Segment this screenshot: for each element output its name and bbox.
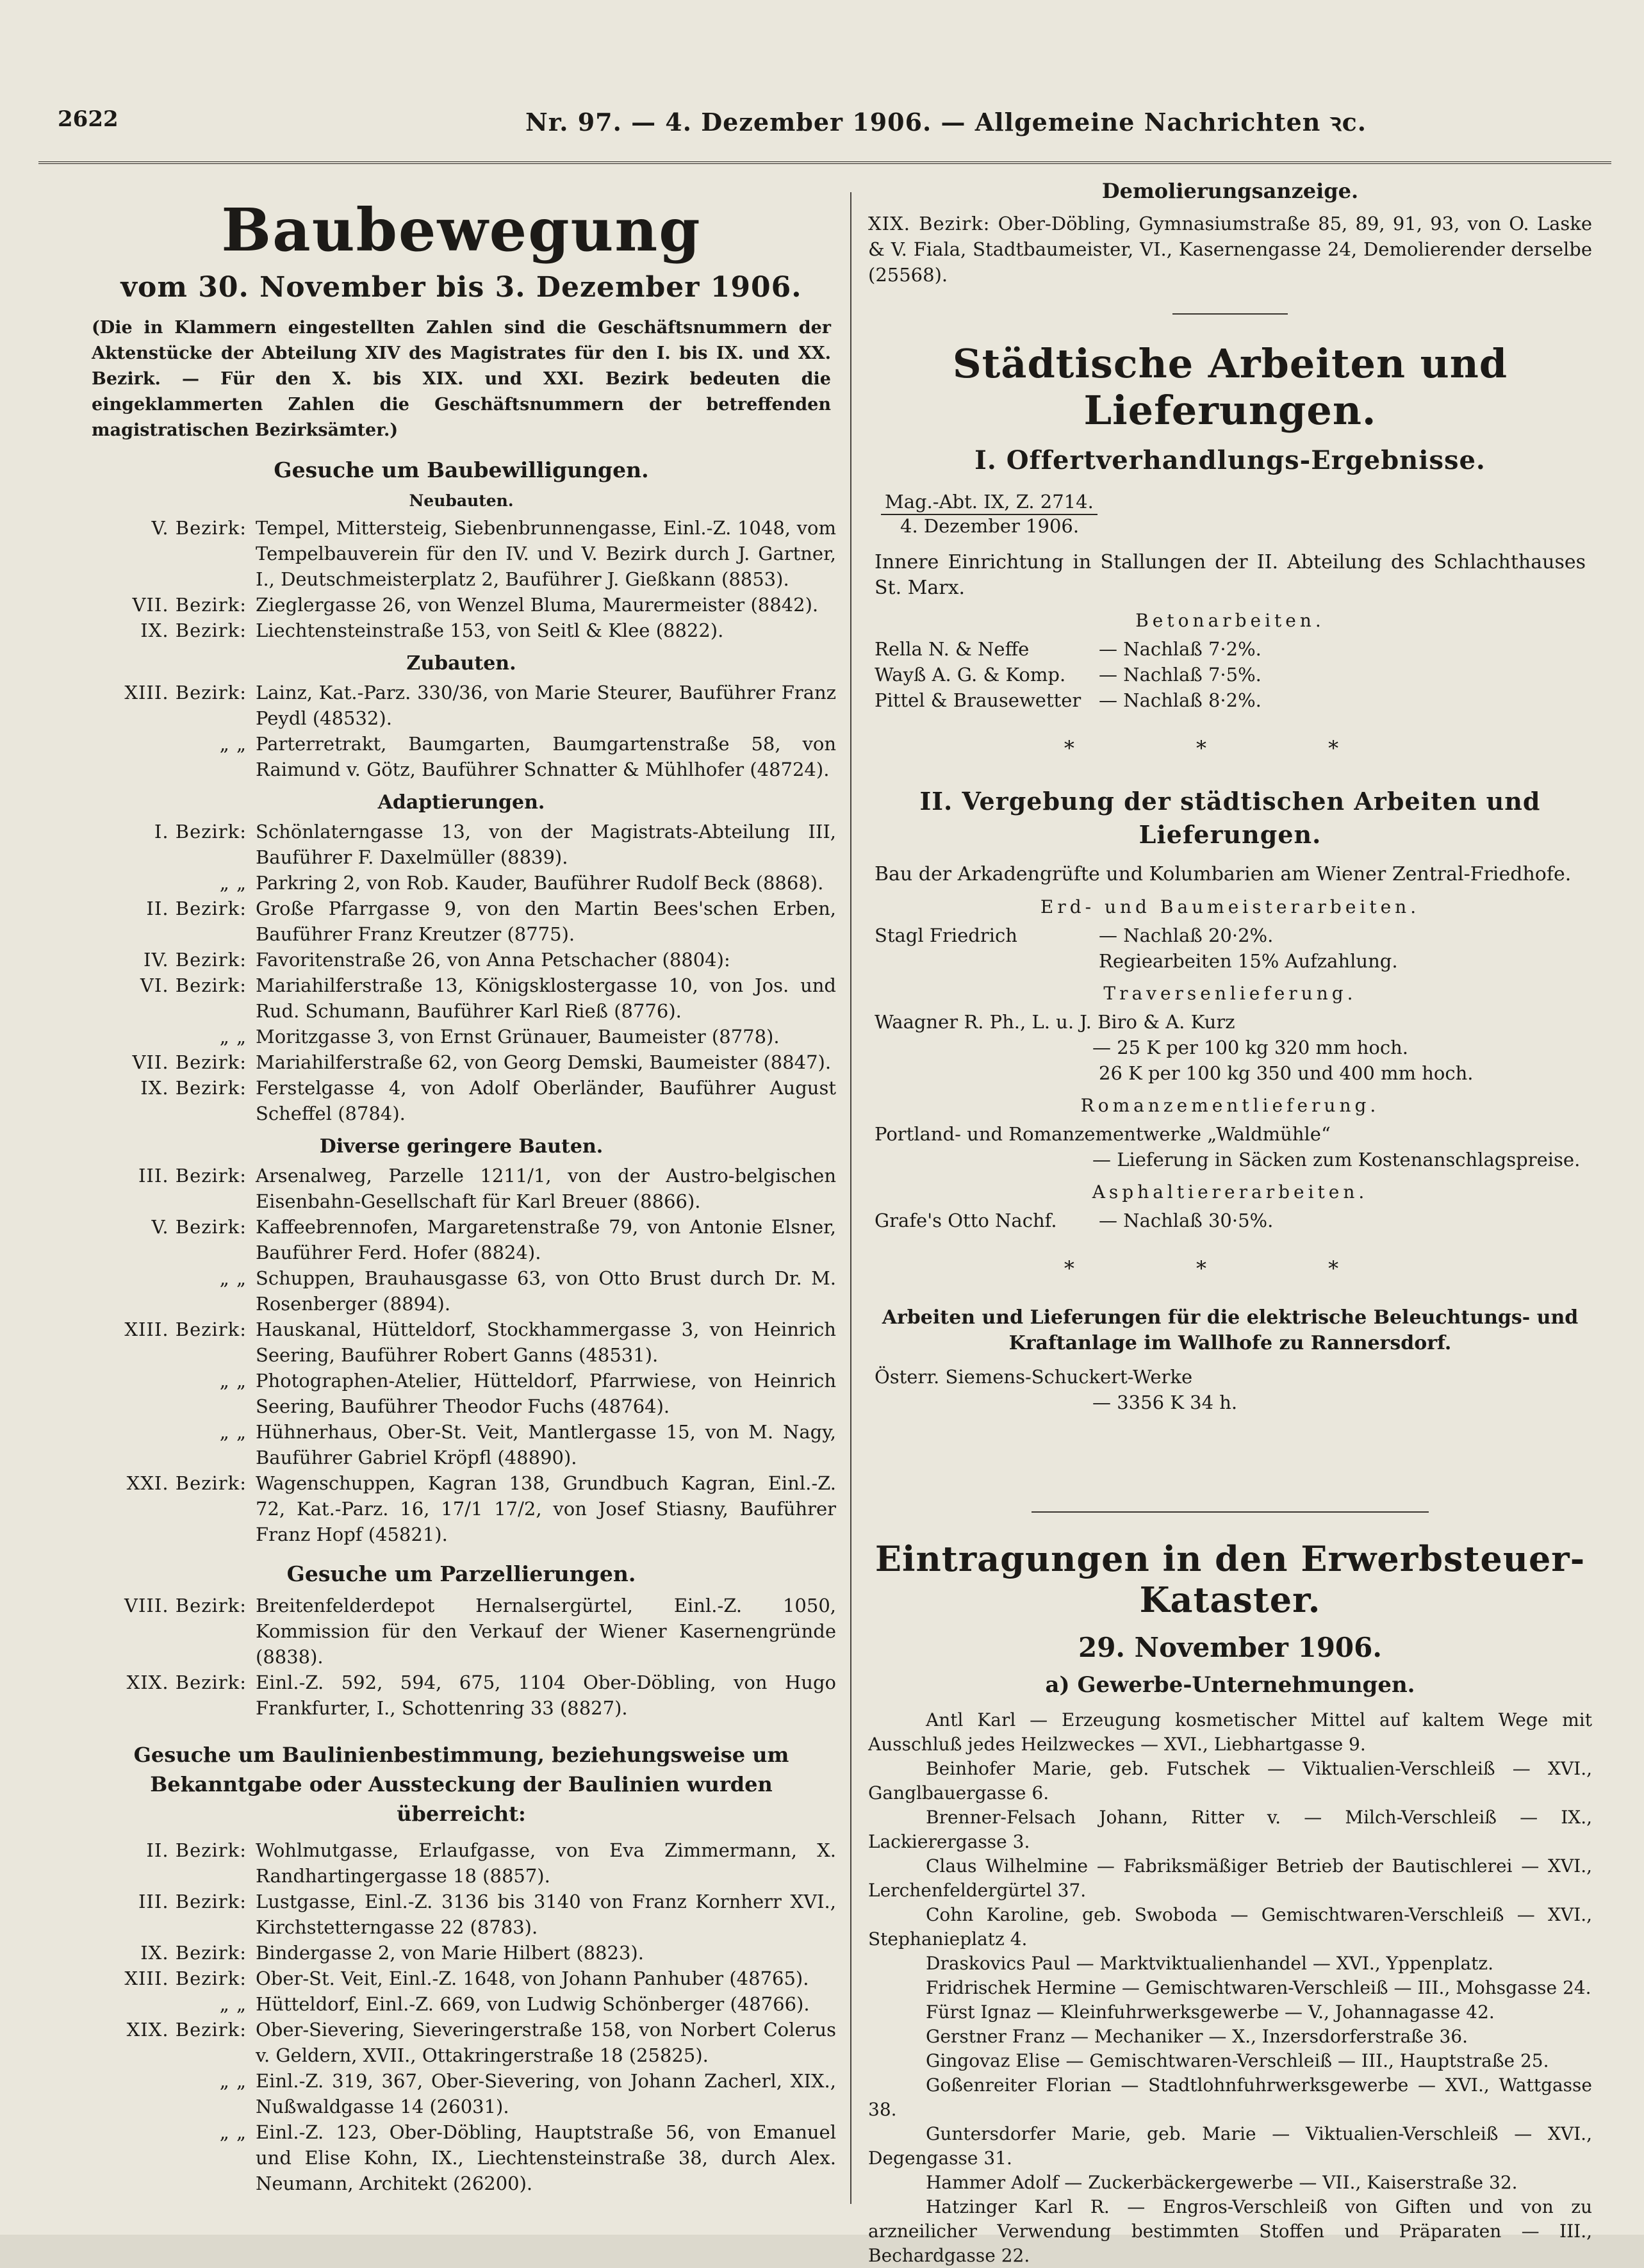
page-header xyxy=(38,96,1602,147)
list-kataster xyxy=(868,1708,1592,2268)
district-label: XIII. Bezirk: xyxy=(124,1968,247,1989)
section-parzellierungen: Gesuche um Parzellierungen. xyxy=(286,1561,636,1586)
kataster-entry: Claus Wilhelmine — Fabriksmäßiger Betrieb der Bautischlerei — XVI., Lerchenfeldergürtel 37. xyxy=(868,1855,1592,1901)
list-item xyxy=(86,1889,836,1940)
bid-value: — 25 K per 100 kg 320 mm hoch. xyxy=(1092,1037,1409,1058)
list-item xyxy=(86,870,836,896)
district-label: IX. Bezirk: xyxy=(140,1942,247,1964)
entry-text: Kaffeebrennofen, Margaretenstraße 79, von Antonie Elsner, Bauführer Ferd. Hofer (8824). xyxy=(256,1216,836,1263)
bidder-name-row xyxy=(875,1121,1592,1147)
list-item xyxy=(86,973,836,1024)
district-label: V. Bezirk: xyxy=(151,517,247,539)
kataster-entry: Gingovaz Elise — Gemischtwaren-Verschleiß — III., Hauptstraße 25. xyxy=(926,2050,1549,2071)
bidder-name: Grafe's Otto Nachf. xyxy=(875,1210,1057,1231)
kataster-entry: Cohn Karoline, geb. Swoboda — Gemischtwaren-Verschleiß — XVI., Stephanieplatz 4. xyxy=(868,1904,1592,1950)
entry-text: Ferstelgasse 4, von Adolf Oberländer, Bauführer August Scheffel (8784). xyxy=(256,1077,836,1124)
list-item xyxy=(86,1075,836,1126)
section-baulinien: Gesuche um Baulinienbestimmung, beziehungsweise um Bekanntgabe oder Aussteckung der Baulinien wurden überreicht: xyxy=(133,1743,789,1826)
intro-note: (Die in Klammern eingestellten Zahlen sind die Geschäftsnummern der Aktenstücke der Abteilung XIV des Magistrates für den I. bis IX. und XX. Bezirk. — Für den X. bis XIX. und XXI. Bezirk bedeuten die eingeklammerten Zahlen die Geschäftsnummern der betreffenden magistratischen Bezirksämter.) xyxy=(92,318,831,440)
bid-value: — Lieferung in Säcken zum Kostenanschlagspreise. xyxy=(1092,1149,1581,1171)
entry-text: Bindergasse 2, von Marie Hilbert (8823). xyxy=(256,1942,644,1964)
list-item xyxy=(86,2119,836,2196)
subsection-zubauten: Zubauten. xyxy=(406,652,516,675)
kataster-title: Eintragungen in den Erwerbsteuer-Kataster. xyxy=(875,1538,1586,1620)
bid-value-extra: 26 K per 100 kg 350 und 400 mm hoch. xyxy=(1099,1062,1474,1084)
list-item xyxy=(86,1837,836,1889)
column-divider xyxy=(850,192,851,2204)
entry-text: Schönlaterngasse 13, von der Magistrats-Abteilung III, Bauführer F. Daxelmüller (8839). xyxy=(256,821,836,868)
bidder-name: Pittel & Brausewetter xyxy=(875,689,1081,711)
district-label: „ „ xyxy=(219,733,247,755)
baubewegung-title: Baubewegung xyxy=(221,195,702,265)
right-column xyxy=(868,176,1592,2268)
bidder-name: Österr. Siemens-Schuckert-Werke xyxy=(875,1366,1193,1388)
vergebung-title: II. Vergebung der städtischen Arbeiten und Lieferungen. xyxy=(919,787,1541,849)
bidder-name: Portland- und Romanzementwerke „Waldmühle“ xyxy=(875,1123,1331,1145)
list-neubauten xyxy=(86,515,836,643)
bid-value: — 3356 K 34 h. xyxy=(1092,1392,1238,1413)
list-item xyxy=(86,1991,836,2017)
kataster-entry: Antl Karl — Erzeugung kosmetischer Mittel auf kaltem Wege mit Ausschluß jedes Heilzweckes — XVI., Liebhartgasse 9. xyxy=(868,1709,1592,1755)
offert-title: I. Offertverhandlungs-Ergebnisse. xyxy=(974,445,1486,475)
district-label: XIX. Bezirk: xyxy=(126,1672,247,1693)
entry-text: Ober-Sievering, Sieveringerstraße 158, von Norbert Colerus v. Geldern, XVII., Ottakringerstraße 18 (25825). xyxy=(256,2019,836,2066)
list-item xyxy=(86,896,836,947)
entry-text: Einl.-Z. 592, 594, 675, 1104 Ober-Döbling, von Hugo Frankfurter, I., Schottenring 33 (8827). xyxy=(256,1672,836,1719)
divider xyxy=(1172,313,1288,315)
kataster-subtitle: a) Gewerbe-Unternehmungen. xyxy=(1045,1672,1415,1698)
bid-value: — Nachlaß 20·2%. xyxy=(1099,924,1274,946)
entry-text: Wohlmutgasse, Erlaufgasse, von Eva Zimmermann, X. Randhartingergasse 18 (8857). xyxy=(256,1839,836,1887)
district-label: XIII. Bezirk: xyxy=(124,1319,247,1340)
list-item xyxy=(86,731,836,782)
district-label: VIII. Bezirk: xyxy=(124,1595,247,1616)
list-item xyxy=(86,2017,836,2068)
entry-text: Liechtensteinstraße 153, von Seitl & Klee (8822). xyxy=(256,620,724,641)
list-parzellierungen xyxy=(86,1593,836,1721)
list-item xyxy=(86,1317,836,1368)
district-label: „ „ xyxy=(219,1267,247,1289)
baubewegung-date: vom 30. November bis 3. Dezember 1906. xyxy=(120,271,802,304)
district-label: IV. Bezirk: xyxy=(144,949,247,971)
entry-text: Schuppen, Brauhausgasse 63, von Otto Brust durch Dr. M. Rosenberger (8894). xyxy=(256,1267,836,1315)
kataster-entry: Draskovics Paul — Marktviktualienhandel — XVI., Yppenplatz. xyxy=(926,1953,1494,1974)
kataster-entry: Hatzinger Karl R. — Engros-Verschleiß von Giften und von zu arzneilicher Verwendung bestimmten Stoffen und Präparaten — III., Bechardgasse 22. xyxy=(868,2196,1592,2266)
vergebung-description: Bau der Arkadengrüfte und Kolumbarien am Wiener Zentral-Friedhofe. xyxy=(875,863,1572,885)
bid-value-extra: Regiearbeiten 15% Aufzahlung. xyxy=(1099,950,1398,972)
entry-text: Tempel, Mittersteig, Siebenbrunnengasse, Einl.-Z. 1048, vom Tempelbauverein für den IV. und V. Bezirk durch J. Gartner, I., Deutschmeisterplatz 2, Bauführer J. Gießkann (8853). xyxy=(256,517,836,590)
demolierung-text: Ober-Döbling, Gymnasiumstraße 85, 89, 91, 93, von O. Laske & V. Fiala, Stadtbaumeister, VI., Kasernengasse 24, Demolierender derselbe (25568). xyxy=(868,213,1592,286)
kataster-date: 29. November 1906. xyxy=(1078,1632,1383,1663)
bid-value: — Nachlaß 8·2%. xyxy=(1099,689,1262,711)
kataster-entry: Beinhofer Marie, geb. Futschek — Viktualien-Verschleiß — XVI., Ganglbauergasse 6. xyxy=(868,1758,1592,1804)
entry-text: Wagenschuppen, Kagran 138, Grundbuch Kagran, Einl.-Z. 72, Kat.-Parz. 16, 17/1 17/2, von Josef Stiasny, Bauführer Franz Hopf (45821). xyxy=(256,1472,836,1545)
district-label: XIX. Bezirk: xyxy=(126,2019,247,2041)
demolierung-district: XIX. Bezirk: xyxy=(868,213,991,234)
district-label: IX. Bezirk: xyxy=(140,620,247,641)
bid-row xyxy=(875,687,1592,713)
entry-text: Photographen-Atelier, Hütteldorf, Pfarrwiese, von Heinrich Seering, Bauführer Theodor Fuchs (48764). xyxy=(256,1370,836,1417)
list-item xyxy=(86,819,836,870)
entry-text: Ober-St. Veit, Einl.-Z. 1648, von Johann Panhuber (48765). xyxy=(256,1968,809,1989)
district-label: „ „ xyxy=(219,872,247,894)
entry-text: Mariahilferstraße 62, von Georg Demski, Baumeister (8847). xyxy=(256,1051,832,1073)
list-item xyxy=(86,680,836,731)
bid-value: — Nachlaß 30·5%. xyxy=(1099,1210,1274,1231)
entry-text: Breitenfelderdepot Hernalsergürtel, Einl.-Z. 1050, Kommission für den Verkauf der Wiener Kasernengründe (8838). xyxy=(256,1595,836,1668)
list-item xyxy=(86,1163,836,1214)
entry-text: Moritzgasse 3, von Ernst Grünauer, Baumeister (8778). xyxy=(256,1026,780,1048)
district-label: „ „ xyxy=(219,1993,247,2015)
list-item xyxy=(86,1966,836,1991)
demolierung-entry xyxy=(868,211,1592,288)
kataster-entry: Goßenreiter Florian — Stadtlohnfuhrwerksgewerbe — XVI., Wattgasse 38. xyxy=(868,2075,1592,2120)
subsection-diverse: Diverse geringere Bauten. xyxy=(319,1135,604,1158)
subsection-neubauten: Neubauten. xyxy=(409,491,514,510)
list-adaptierungen xyxy=(86,819,836,1126)
elektrisch-description: Arbeiten und Lieferungen für die elektrische Beleuchtungs- und Kraftanlage im Wallhofe zu Rannersdorf. xyxy=(882,1306,1579,1354)
district-label: XIII. Bezirk: xyxy=(124,682,247,703)
heading-traversen: Traversenlieferung. xyxy=(1103,983,1357,1004)
bid-row xyxy=(875,636,1592,662)
page-number: 2622 xyxy=(58,106,119,132)
district-label: V. Bezirk: xyxy=(151,1216,247,1238)
list-item xyxy=(86,1470,836,1547)
list-item xyxy=(86,1265,836,1317)
separator-stars: * * * xyxy=(1064,1256,1397,1281)
offert-date: 4. Dezember 1906. xyxy=(900,515,1080,537)
separator-stars: * * * xyxy=(1064,736,1397,760)
list-item xyxy=(86,1049,836,1075)
district-label: „ „ xyxy=(219,2121,247,2143)
list-item xyxy=(86,1419,836,1470)
district-label: II. Bezirk: xyxy=(146,1839,247,1861)
list-item xyxy=(86,515,836,592)
district-label: „ „ xyxy=(219,2070,247,2092)
offert-description: Innere Einrichtung in Stallungen der II. Abteilung des Schlachthauses St. Marx. xyxy=(875,551,1586,599)
district-label: XXI. Bezirk: xyxy=(126,1472,247,1494)
entry-text: Lainz, Kat.-Parz. 330/36, von Marie Steurer, Bauführer Franz Peydl (48532). xyxy=(256,682,836,729)
arbeiten-title: Städtische Arbeiten und Lieferungen. xyxy=(952,340,1508,434)
bid-value: — Nachlaß 7·2%. xyxy=(1099,638,1262,660)
kataster-entry: Fridrischek Hermine — Gemischtwaren-Verschleiß — III., Mohsgasse 24. xyxy=(926,1977,1591,1998)
entry-text: Favoritenstraße 26, von Anna Petschacher (8804): xyxy=(256,949,730,971)
entry-text: Mariahilferstraße 13, Königsklostergasse 10, von Jos. und Rud. Schumann, Bauführer Karl Rieß (8776). xyxy=(256,974,836,1022)
district-label: VI. Bezirk: xyxy=(140,974,247,996)
list-item xyxy=(86,1593,836,1670)
subsection-adaptierungen: Adaptierungen. xyxy=(377,791,545,814)
section-baubewilligungen: Gesuche um Baubewilligungen. xyxy=(274,457,649,482)
bid-row xyxy=(875,1208,1592,1233)
mag-reference: Mag.-Abt. IX, Z. 2714. xyxy=(881,491,1097,515)
list-diverse xyxy=(86,1163,836,1547)
header-rule xyxy=(38,161,1611,164)
bid-row xyxy=(875,662,1592,687)
entry-text: Parkring 2, von Rob. Kauder, Bauführer Rudolf Beck (8868). xyxy=(256,872,824,894)
bid-value: — Nachlaß 7·5%. xyxy=(1099,664,1262,686)
bidder-name-row xyxy=(875,1009,1592,1035)
heading-asphalt: Asphaltiererarbeiten. xyxy=(1092,1181,1369,1203)
list-item xyxy=(86,2068,836,2119)
bidder-name: Waagner R. Ph., L. u. J. Biro & A. Kurz xyxy=(875,1011,1235,1033)
district-label: IX. Bezirk: xyxy=(140,1077,247,1099)
entry-text: Große Pfarrgasse 9, von den Martin Bees'schen Erben, Bauführer Franz Kreutzer (8775). xyxy=(256,898,836,945)
district-label: I. Bezirk: xyxy=(154,821,247,842)
list-item xyxy=(86,592,836,618)
bidder-name: Stagl Friedrich xyxy=(875,924,1017,946)
running-title: Nr. 97. — 4. Dezember 1906. — Allgemeine Nachrichten ꝛc. xyxy=(525,108,1367,136)
district-label: „ „ xyxy=(219,1421,247,1443)
entry-text: Lustgasse, Einl.-Z. 3136 bis 3140 von Franz Kornherr XVI., Kirchstetterngasse 22 (8783). xyxy=(256,1891,836,1938)
entry-text: Hütteldorf, Einl.-Z. 669, von Ludwig Schönberger (48766). xyxy=(256,1993,810,2015)
list-item xyxy=(86,1214,836,1265)
list-item xyxy=(86,618,836,643)
list-item xyxy=(86,1024,836,1049)
entry-text: Parterretrakt, Baumgarten, Baumgartenstraße 58, von Raimund v. Götz, Bauführer Schnatter & Mühlhofer (48724). xyxy=(256,733,836,780)
kataster-entry: Brenner-Felsach Johann, Ritter v. — Milch-Verschleiß — IX., Lackierergasse 3. xyxy=(868,1807,1592,1852)
kataster-entry: Guntersdorfer Marie, geb. Marie — Viktualien-Verschleiß — XVI., Degengasse 31. xyxy=(868,2123,1592,2169)
demolierung-title: Demolierungsanzeige. xyxy=(1101,179,1359,203)
kataster-entry: Hammer Adolf — Zuckerbäckergewerbe — VII., Kaiserstraße 32. xyxy=(926,2172,1518,2193)
list-item xyxy=(86,1670,836,1721)
bidder-name-row xyxy=(875,1364,1592,1390)
entry-text: Einl.-Z. 123, Ober-Döbling, Hauptstraße 56, von Emanuel und Elise Kohn, IX., Liechtensteinstraße 38, durch Alex. Neumann, Architekt (26200). xyxy=(256,2121,836,2194)
district-label: II. Bezirk: xyxy=(146,898,247,919)
left-column xyxy=(86,176,836,2196)
heading-betonarbeiten: Betonarbeiten. xyxy=(1135,610,1325,631)
entry-text: Arsenalweg, Parzelle 1211/1, von der Austro-belgischen Eisenbahn-Gesellschaft für Karl Breuer (8866). xyxy=(256,1165,836,1212)
entry-text: Hühnerhaus, Ober-St. Veit, Mantlergasse 15, von M. Nagy, Bauführer Gabriel Kröpfl (48890). xyxy=(256,1421,836,1468)
list-zubauten xyxy=(86,680,836,782)
bid-row xyxy=(875,923,1592,948)
bidder-name: Rella N. & Neffe xyxy=(875,638,1030,660)
kataster-entry: Gerstner Franz — Mechaniker — X., Inzersdorferstraße 36. xyxy=(926,2026,1468,2047)
district-label: „ „ xyxy=(219,1370,247,1392)
entry-text: Einl.-Z. 319, 367, Ober-Sievering, von Johann Zacherl, XIX., Nußwaldgasse 14 (26031). xyxy=(256,2070,836,2117)
entry-text: Hauskanal, Hütteldorf, Stockhammergasse 3, von Heinrich Seering, Bauführer Robert Ganns (48531). xyxy=(256,1319,836,1366)
district-label: „ „ xyxy=(219,1026,247,1048)
list-item xyxy=(86,1368,836,1419)
bidder-name: Wayß A. G. & Komp. xyxy=(875,664,1066,686)
entry-text: Zieglergasse 26, von Wenzel Bluma, Maurermeister (8842). xyxy=(256,594,819,616)
heading-romanzement: Romanzementlieferung. xyxy=(1080,1095,1380,1116)
divider xyxy=(1032,1511,1429,1513)
heading-erdarbeiten: Erd- und Baumeisterarbeiten. xyxy=(1040,896,1420,917)
list-beton-bids xyxy=(868,636,1592,713)
district-label: VII. Bezirk: xyxy=(132,594,247,616)
district-label: III. Bezirk: xyxy=(138,1891,247,1912)
list-baulinien xyxy=(86,1837,836,2196)
kataster-entry: Fürst Ignaz — Kleinfuhrwerksgewerbe — V., Johannagasse 42. xyxy=(926,2001,1495,2023)
list-item xyxy=(86,947,836,973)
list-item xyxy=(86,1940,836,1966)
district-label: VII. Bezirk: xyxy=(132,1051,247,1073)
district-label: III. Bezirk: xyxy=(138,1165,247,1187)
